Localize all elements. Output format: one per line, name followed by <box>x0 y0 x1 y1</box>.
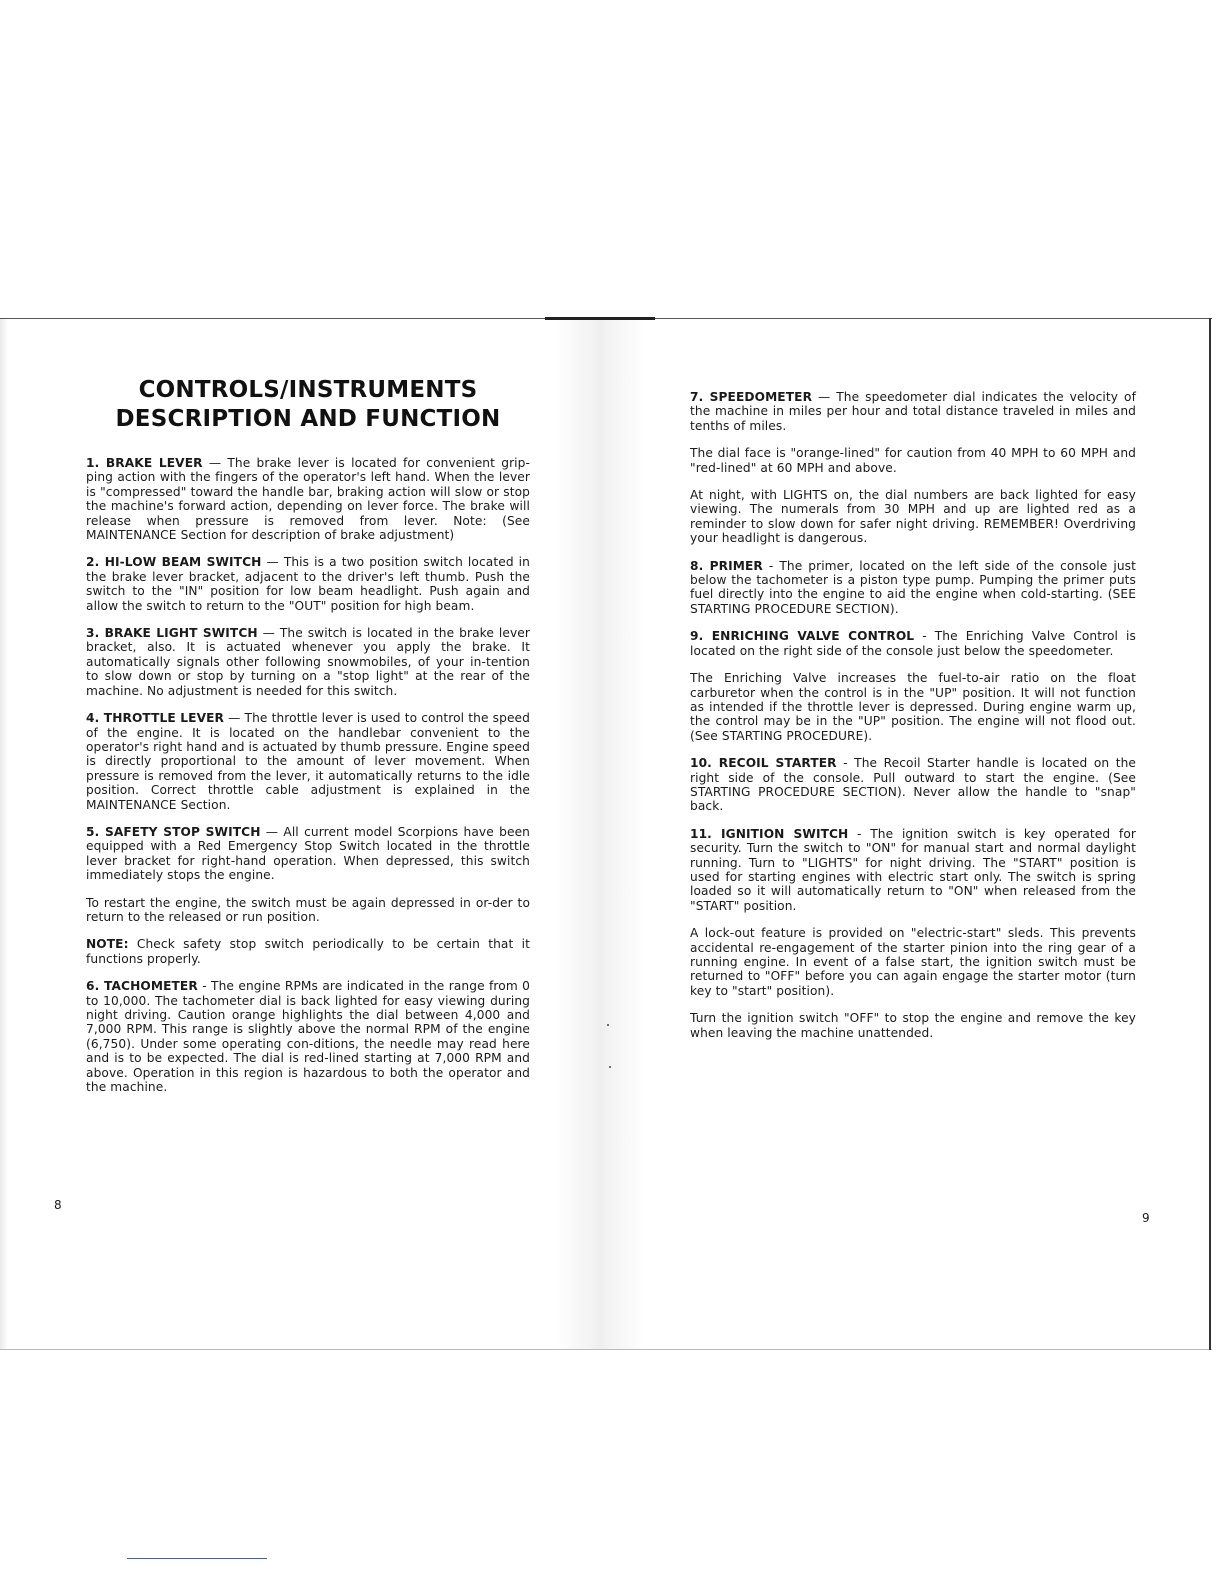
item-heading: 1. BRAKE LEVER <box>86 456 203 470</box>
right-page <box>690 390 1136 1053</box>
item-lock-out-feature <box>690 926 1136 998</box>
item-text: — The brake lever is located for convenient grip-ping action with the fingers of the operator's left hand. When the lever is "compressed" toward the handle bar, braking action will slow or stop the machine's forward action, depending on lever force. The brake will release when pressure is removed from lever. Note: (See MAINTENANCE Section for description of brake adjustment) <box>86 456 530 543</box>
item-ignition-switch <box>690 827 1136 913</box>
top-binding-mark <box>545 317 655 320</box>
page-edge-shadow <box>0 318 8 1350</box>
item-heading: 2. HI-LOW BEAM SWITCH <box>86 555 262 570</box>
page-title <box>86 376 530 434</box>
page-number-left: 8 <box>54 1198 62 1212</box>
item-text: — The switch is located in the brake lever bracket, also. It is actuated whenever you apply the brake. It automatically signals other following snowmobiles, of your in-tention to slow down or stop by turning on a "stop light" at the rear of the machine. No adjustment is needed for this switch. <box>86 626 530 698</box>
item-heading: NOTE: <box>86 937 129 952</box>
item-heading: 8. PRIMER <box>690 558 763 573</box>
item-hi-low-beam-switch <box>86 555 530 613</box>
item-heading: 5. SAFETY STOP SWITCH <box>86 824 261 839</box>
item-restart-note <box>86 896 530 925</box>
item-text: - The engine RPMs are indicated in the range from 0 to 10,000. The tachometer dial is back lighted for easy viewing during night driving. Caution orange highlights the dial between 4,000 and 7,000 RPM. This range is slightly above the normal RPM of the engine (6,750). Under some operating con-ditions, the needle may read here and is to be expected. The dial is red-lined starting at 7,000 RPM and above. Operation in this region is hazardous to both the operator and the machine. <box>86 979 530 1095</box>
item-text: — The throttle lever is used to control the speed of the engine. It is located on the handlebar convenient to the operator's right hand and is actuated by thumb pressure. Engine speed is directly proportional to the amount of lever movement. When pressure is removed from the lever, it automatically returns to the idle position. Correct throttle cable adjustment is explained in the MAINTENANCE Section. <box>86 711 530 812</box>
item-text: At night, with LIGHTS on, the dial numbers are back lighted for easy viewing. The numerals from 30 MPH and up are lighted red as a reminder to slow down for safer night driving. REMEMBER! Overdriving your headlight is dangerous. <box>690 488 1136 546</box>
item-text: To restart the engine, the switch must be again depressed in or-der to return to the released or run position. <box>86 895 530 924</box>
item-heading: 11. IGNITION SWITCH <box>690 826 849 841</box>
item-enriching-valve-detail <box>690 671 1136 743</box>
item-text: Check safety stop switch periodically to be certain that it functions properly. <box>86 937 530 966</box>
item-speedometer <box>690 390 1136 433</box>
item-tachometer <box>86 979 530 1094</box>
item-primer <box>690 559 1136 617</box>
item-note <box>86 937 530 966</box>
item-text: The dial face is "orange-lined" for caution from 40 MPH to 60 MPH and "red-lined" at 60 MPH and above. <box>690 446 1136 475</box>
item-heading: 10. RECOIL STARTER <box>690 756 837 771</box>
item-safety-stop-switch <box>86 825 530 883</box>
item-text: — The speedometer dial indicates the velocity of the machine in miles per hour and total distance traveled in miles and tenths of miles. <box>690 390 1136 433</box>
left-page <box>86 376 530 1107</box>
item-text: — All current model Scorpions have been equipped with a Red Emergency Stop Switch located in the throttle lever bracket for right-hand operation. When depressed, this switch immediately stops the engine. <box>86 824 530 883</box>
item-heading: 4. THROTTLE LEVER <box>86 711 225 726</box>
item-heading: 9. ENRICHING VALVE CONTROL <box>690 629 915 644</box>
item-brake-lever <box>86 456 530 542</box>
bottom-page-edge <box>0 1349 1212 1350</box>
item-text: - The primer, located on the left side of the console just below the tachometer is a piston type pump. Pumping the primer puts fuel directly into the engine to aid the engine when cold-starting. (SEE STARTING PROCEDURE SECTION). <box>690 558 1136 616</box>
title-line-2: DESCRIPTION AND FUNCTION <box>115 406 501 432</box>
print-speck <box>607 1024 609 1026</box>
print-speck <box>609 1066 611 1068</box>
book-gutter <box>555 318 645 1350</box>
item-text: Turn the ignition switch "OFF" to stop the engine and remove the key when leaving the machine unattended. <box>690 1011 1136 1040</box>
scan-artifact-line <box>127 1558 267 1559</box>
item-heading: 6. TACHOMETER <box>86 979 198 994</box>
item-text: - The Enriching Valve Control is located on the right side of the console just below the speedometer. <box>690 629 1136 658</box>
item-heading: 3. BRAKE LIGHT SWITCH <box>86 626 258 641</box>
item-brake-light-switch <box>86 626 530 698</box>
item-recoil-starter <box>690 756 1136 814</box>
item-text: A lock-out feature is provided on "electric-start" sleds. This prevents accidental re-engagement of the starter pinion into the ring gear of a running engine. In event of a false start, the ignition switch must be returned to "OFF" before you can again engage the starter motor (turn key to "start" position). <box>690 926 1136 998</box>
title-line-1: CONTROLS/INSTRUMENTS <box>138 377 478 403</box>
item-text: — This is a two position switch located in the brake lever bracket, adjacent to the driver's left thumb. Push the switch to the "IN" position for low beam headlight. Push again and allow the switch to return to the "OUT" position for high beam. <box>86 555 530 613</box>
item-dial-face <box>690 446 1136 475</box>
item-throttle-lever <box>86 711 530 812</box>
item-text: The Enriching Valve increases the fuel-to-air ratio on the float carburetor when the control is in the "UP" position. It will not function as intended if the throttle lever is depressed. During engine warm up, the control may be in the "UP" position. The engine will not flood out. (See STARTING PROCEDURE). <box>690 671 1136 743</box>
item-heading: 7. SPEEDOMETER <box>690 390 813 404</box>
item-text: - The Recoil Starter handle is located on the right side of the console. Pull outward to start the engine. (See STARTING PROCEDURE SECTION). Never allow the handle to "snap" back. <box>690 756 1136 814</box>
item-enriching-valve-control <box>690 629 1136 658</box>
page-number-right: 9 <box>1142 1211 1150 1225</box>
item-text: - The ignition switch is key operated for security. Turn the switch to "ON" for manual start and normal daylight running. Turn to "LIGHTS" for night driving. The "START" position is used for starting engines with electric start only. The switch is spring loaded so it will automatically return to "ON" when released from the "START" position. <box>690 826 1136 913</box>
item-night-lights <box>690 488 1136 546</box>
right-page-edge <box>1209 318 1211 1350</box>
item-turn-off <box>690 1011 1136 1040</box>
book-spread <box>0 318 1224 1350</box>
